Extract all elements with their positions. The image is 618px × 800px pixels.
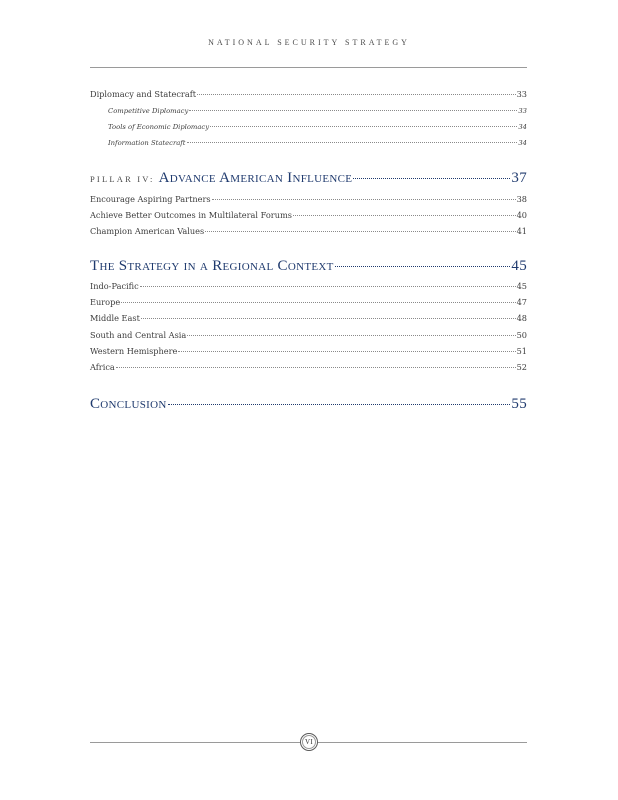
toc-entry-label: Africa [90,362,115,372]
toc-heading-pillar-iv[interactable] [90,170,527,188]
dot-leader [212,199,516,200]
toc-entry-page: 33 [516,89,527,99]
dot-leader [168,404,511,405]
toc-entry-page: 38 [516,194,527,204]
dot-leader [353,178,510,179]
toc-heading-page: 45 [511,258,527,274]
toc-subentry-label: Tools of Economic Diplomacy [108,123,210,131]
toc-entry-page: 50 [516,330,527,340]
toc-heading-conclusion[interactable] [90,396,527,414]
toc-entry-page: 52 [516,362,527,372]
toc-entry-africa[interactable] [90,362,527,374]
toc-subentry-competitive-diplomacy[interactable] [108,107,527,117]
toc-entry-diplomacy-and-statecraft[interactable] [90,89,527,101]
dot-leader [335,266,511,267]
toc-entry-middle-east[interactable] [90,313,527,325]
page-number-badge [300,733,318,751]
toc-heading-page: 55 [511,396,527,412]
toc-entry-label: Diplomacy and Statecraft [90,89,197,99]
dot-leader [116,367,516,368]
dot-leader [189,110,517,111]
toc-subentry-label: Information Statecraft [108,139,186,147]
toc-entry-page: 48 [516,313,527,323]
toc-entry-label: South and Central Asia [90,330,187,340]
toc-entry-label: Europe [90,297,121,307]
toc-entry-page: 45 [516,281,527,291]
toc-entry-page: 47 [516,297,527,307]
toc-heading-label: Conclusion [90,396,167,412]
toc-heading-page: 37 [511,170,527,186]
dot-leader [210,126,517,127]
toc-entry-indo-pacific[interactable] [90,281,527,293]
toc-entry-page: 40 [516,210,527,220]
toc-entry-western-hemisphere[interactable] [90,346,527,358]
toc-heading-label [90,170,352,187]
toc-entry-champion-american-values[interactable] [90,226,527,238]
pillar-title: Advance American Influence [158,170,353,186]
toc-entry-page: 51 [516,346,527,356]
toc-subentry-page: 34 [518,139,527,147]
toc-entry-encourage-aspiring-partners[interactable] [90,194,527,206]
dot-leader [205,231,515,232]
page-number: VI [305,738,313,746]
dot-leader [293,215,516,216]
toc-subentry-page: 33 [518,107,527,115]
toc-entry-label: Western Hemisphere [90,346,178,356]
toc-entry-page: 41 [516,226,527,236]
toc-entry-label: Achieve Better Outcomes in Multilateral Forums [90,210,292,220]
toc-entry-south-and-central-asia[interactable] [90,330,527,342]
dot-leader [197,94,516,95]
toc-entry-europe[interactable] [90,297,527,309]
header-divider [90,67,527,68]
toc-subentry-tools-of-economic-diplomacy[interactable] [108,123,527,133]
dot-leader [178,351,515,352]
dot-leader [121,302,515,303]
toc-subentry-information-statecraft[interactable] [108,139,527,149]
dot-leader [187,335,515,336]
dot-leader [140,286,516,287]
dot-leader [187,142,518,143]
toc-entry-label: Indo-Pacific [90,281,139,291]
toc-subentry-page: 34 [518,123,527,131]
toc-subentry-label: Competitive Diplomacy [108,107,189,115]
toc-entry-label: Encourage Aspiring Partners [90,194,211,204]
toc-heading-label: The Strategy in a Regional Context [90,258,334,274]
running-header: NATIONAL SECURITY STRATEGY [208,38,410,47]
toc-entry-label: Champion American Values [90,226,205,236]
dot-leader [141,318,516,319]
pillar-prefix: PILLAR IV: [90,174,155,184]
toc-entry-multilateral-forums[interactable] [90,210,527,222]
toc-heading-regional-context[interactable] [90,258,527,276]
toc-entry-label: Middle East [90,313,140,323]
